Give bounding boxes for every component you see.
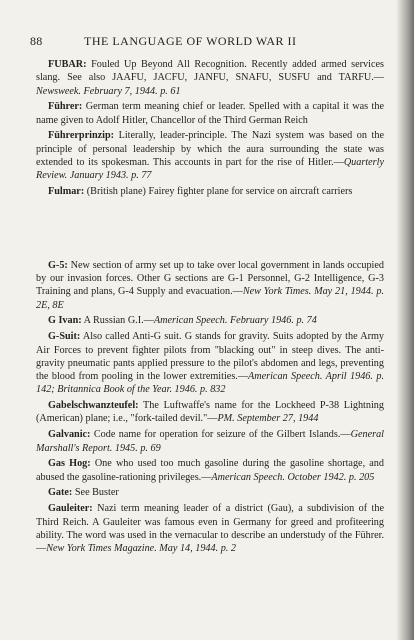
entry-source: New York Times. May 21, 1944. p. 2E, 8E: [36, 286, 384, 311]
section-gap: [36, 201, 384, 259]
entry-definition: The Luftwaffe's name for the Lockheed P-38 Lightning (American) plane; i.e., "fork-tailed devil."—: [36, 400, 384, 425]
entry-source: Newsweek. February 7, 1944. p. 61: [36, 85, 181, 97]
glossary-entry-g-ivan: [36, 314, 384, 327]
glossary-entry-gauleiter: [36, 502, 384, 555]
entry-definition: Fouled Up Beyond All Recognition. Recently added armed services slang. See also JAAFU, JACFU, JANFU, SNAFU, SUSFU and TARFU.—: [36, 59, 384, 84]
glossary-entry-g-suit: [36, 330, 384, 396]
glossary-entry-gas-hog: [36, 457, 384, 484]
entry-term: G-5:: [48, 259, 68, 271]
entry-term: FUBAR:: [48, 59, 87, 70]
entry-definition: Code name for operation for seizure of the Gilbert Islands.—: [90, 429, 351, 441]
page-header: [30, 34, 390, 50]
entry-term: Führer:: [48, 101, 83, 113]
entry-source: American Speech. February 1946. p. 74: [153, 315, 317, 327]
entry-term: Gabelschwanzteufel:: [48, 400, 139, 412]
glossary-entry-gate: [36, 486, 384, 499]
glossary-column: [36, 58, 384, 558]
glossary-entry-fulmar: [36, 185, 384, 198]
entry-definition: Also called Anti-G suit. G stands for gravity. Suits adopted by the Army Air Forces to prevent fighter pilots from "blacking out" in steep dives. The anti-gravity pneumatic pants applied pressure to the pilot's abdomen and legs, preventing the blood from pooling in the lower extremities.—: [36, 331, 384, 383]
entry-term: Führerprinzip:: [48, 130, 115, 142]
entry-source: American Speech. April 1946. p. 142; Britannica Book of the Year. 1946. p. 832: [36, 371, 384, 396]
entry-source: PM. September 27, 1944: [217, 413, 319, 425]
entry-term: Galvanic:: [48, 429, 91, 441]
glossary-entry-fubar: [36, 58, 384, 98]
page-number: 88: [30, 34, 43, 48]
entry-definition: New section of army set up to take over local government in lands occupied by our invasion forces. Other G sections are G-1 Personnel, G-2 Intelligence, G-3 Training and plans, G-4 Supply and evacuation.—: [36, 259, 384, 298]
page-edge-shadow: [396, 0, 414, 640]
entry-term: Fulmar:: [48, 186, 85, 198]
entry-term: G Ivan:: [48, 315, 82, 327]
entry-term: Gas Hog:: [48, 458, 91, 470]
entry-source: New York Times Magazine. May 14, 1944. p. 2: [46, 543, 236, 555]
entry-definition: Nazi term meaning leader of a district (Gau), a subdivision of the Third Reich. A Gauleiter was famous even in Germany for greed and profiteering ability. The word was used in the vernacular to describe an understudy of the Führer.—: [36, 503, 384, 555]
entry-source: General Marshall's Report. 1945. p. 69: [36, 429, 384, 454]
entry-definition: Literally, leader-principle. The Nazi system was based on the principle of personal leadership by which the aura surrounding the state was extended to its spokesman. This accounts in part for the rise of Hitler.—: [36, 130, 384, 168]
glossary-entry-g5: [36, 259, 384, 312]
entry-definition: A Russian G.I.—: [81, 315, 154, 327]
entry-source: American Speech. October 1942. p. 205: [211, 471, 375, 483]
entry-definition: One who used too much gasoline during the gasoline shortage, and abused the gasoline-rationing privileges.—: [36, 458, 384, 483]
glossary-entry-fuhrer: [36, 100, 384, 127]
entry-term: Gate:: [48, 487, 73, 499]
running-head: THE LANGUAGE OF WORLD WAR II: [84, 34, 297, 48]
entry-definition: See Buster: [72, 487, 119, 499]
glossary-entry-galvanic: [36, 428, 384, 455]
entry-term: Gauleiter:: [48, 503, 93, 515]
entry-definition: German term meaning chief or leader. Spelled with a capital it was the name given to Adolf Hitler, Chancellor of the Third German Reich: [36, 101, 384, 126]
entry-source: Quarterly Review. January 1943. p. 77: [36, 156, 384, 182]
entry-definition: (British plane) Fairey fighter plane for service on aircraft carriers: [84, 186, 353, 198]
glossary-entry-gabelschwanzteufel: [36, 399, 384, 426]
entry-term: G-Suit:: [48, 331, 81, 343]
glossary-entry-fuhrerprinzip: [36, 129, 384, 182]
